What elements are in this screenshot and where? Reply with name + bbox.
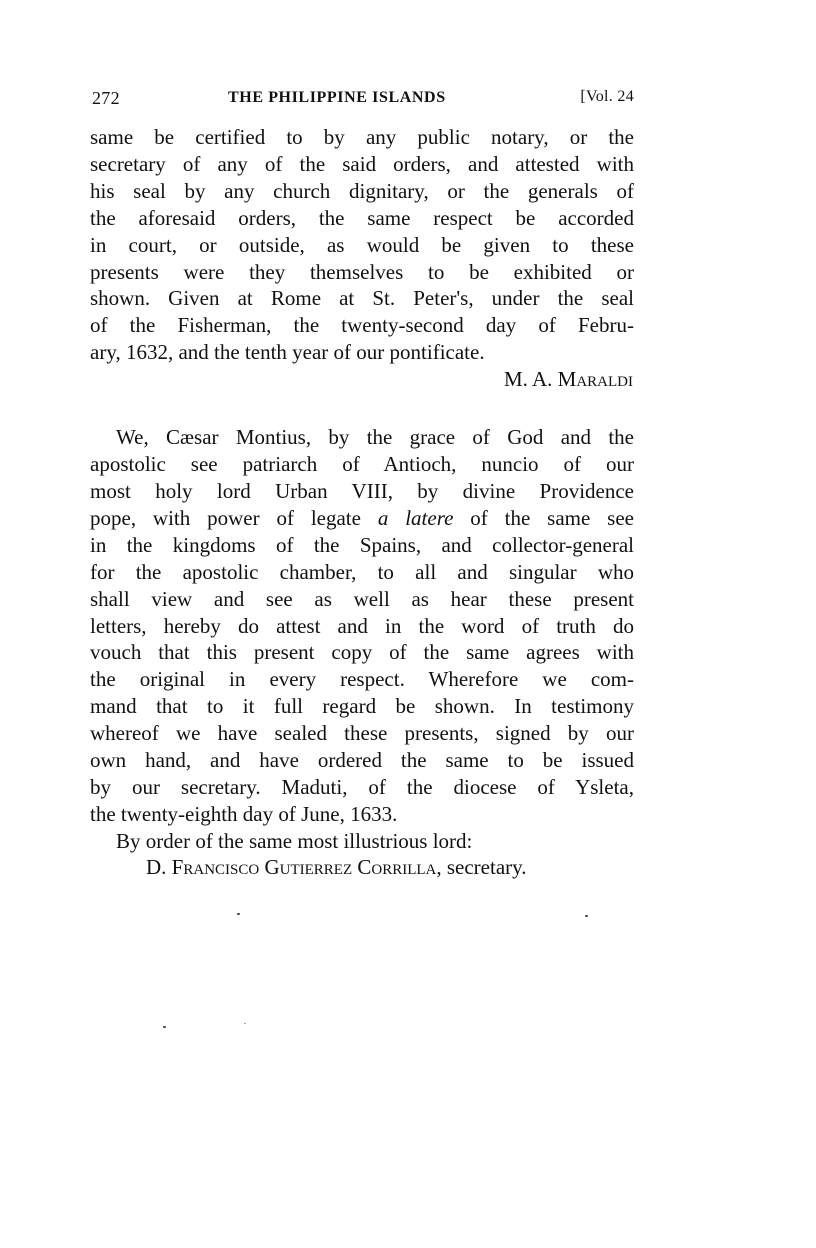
- text-line: mand that to it full regard be shown. In testimony: [90, 694, 634, 719]
- text-line: the aforesaid orders, the same respect be accorded: [90, 205, 634, 230]
- text-line: most holy lord Urban VIII, by divine Providence: [90, 478, 634, 503]
- text-line: shall view and see as well as hear these present: [90, 586, 634, 611]
- text-line: vouch that this present copy of the same agrees with: [90, 640, 634, 665]
- text-line: of the Fisherman, the twenty-second day of Febru-: [90, 313, 634, 338]
- running-title: THE PHILIPPINE ISLANDS: [228, 89, 446, 106]
- text-line: the original in every respect. Wherefore we com-: [90, 667, 634, 692]
- text-line: apostolic see patriarch of Antioch, nuncio of our: [90, 452, 634, 477]
- text-line: shown. Given at Rome at St. Peter's, under the seal: [90, 286, 634, 311]
- text-line-with-italic: [90, 505, 634, 532]
- text-line: in the kingdoms of the Spains, and collector-general: [90, 532, 634, 557]
- text-line: his seal by any church dignitary, or the generals of: [90, 178, 634, 203]
- scan-speck: [163, 1026, 166, 1028]
- secretary-prefix: D.: [146, 854, 172, 879]
- secretary-suffix: , secretary.: [436, 854, 527, 879]
- book-page: [90, 88, 634, 880]
- text-line: whereof we have sealed these presents, signed by our: [90, 721, 634, 746]
- text-line: by our secretary. Maduti, of the diocese of Ysleta,: [90, 774, 634, 799]
- text-line: for the apostolic chamber, to all and singular who: [90, 559, 634, 584]
- text-line: We, Cæsar Montius, by the grace of God and the: [116, 425, 634, 450]
- italic-phrase: a latere: [377, 505, 454, 530]
- text-line: ary, 1632, and the tenth year of our pontificate.: [90, 340, 485, 365]
- attestation-line: By order of the same most illustrious lord:: [116, 828, 473, 853]
- running-head: [90, 88, 634, 118]
- text-line: in court, or outside, as would be given to these: [90, 232, 634, 257]
- text-line: own hand, and have ordered the same to be issued: [90, 748, 634, 773]
- volume-label: [Vol. 24: [580, 88, 634, 105]
- text-segment: pope, with power of legate: [90, 505, 378, 530]
- text-line: letters, hereby do attest and in the word of truth do: [90, 613, 634, 638]
- page-number: 272: [92, 88, 120, 108]
- text-line: same be certified to by any public notary, or the: [90, 125, 634, 149]
- signature-maraldi: M. A. Maraldi: [503, 367, 633, 392]
- secretary-signature: [90, 854, 634, 880]
- text-segment: of the same see: [453, 505, 634, 530]
- text-line: presents were they themselves to be exhibited or: [90, 259, 634, 284]
- text-line: secretary of any of the said orders, and attested with: [90, 151, 634, 176]
- scan-speck: [244, 1023, 246, 1024]
- text-line: the twenty-eighth day of June, 1633.: [90, 801, 398, 826]
- scan-speck: [237, 913, 240, 915]
- paragraph-nuncio-attestation: [90, 424, 634, 828]
- paragraph-brief-conclusion: [90, 124, 634, 366]
- scan-speck: [585, 915, 588, 917]
- secretary-name: Francisco Gutierrez Corrilla: [171, 854, 437, 879]
